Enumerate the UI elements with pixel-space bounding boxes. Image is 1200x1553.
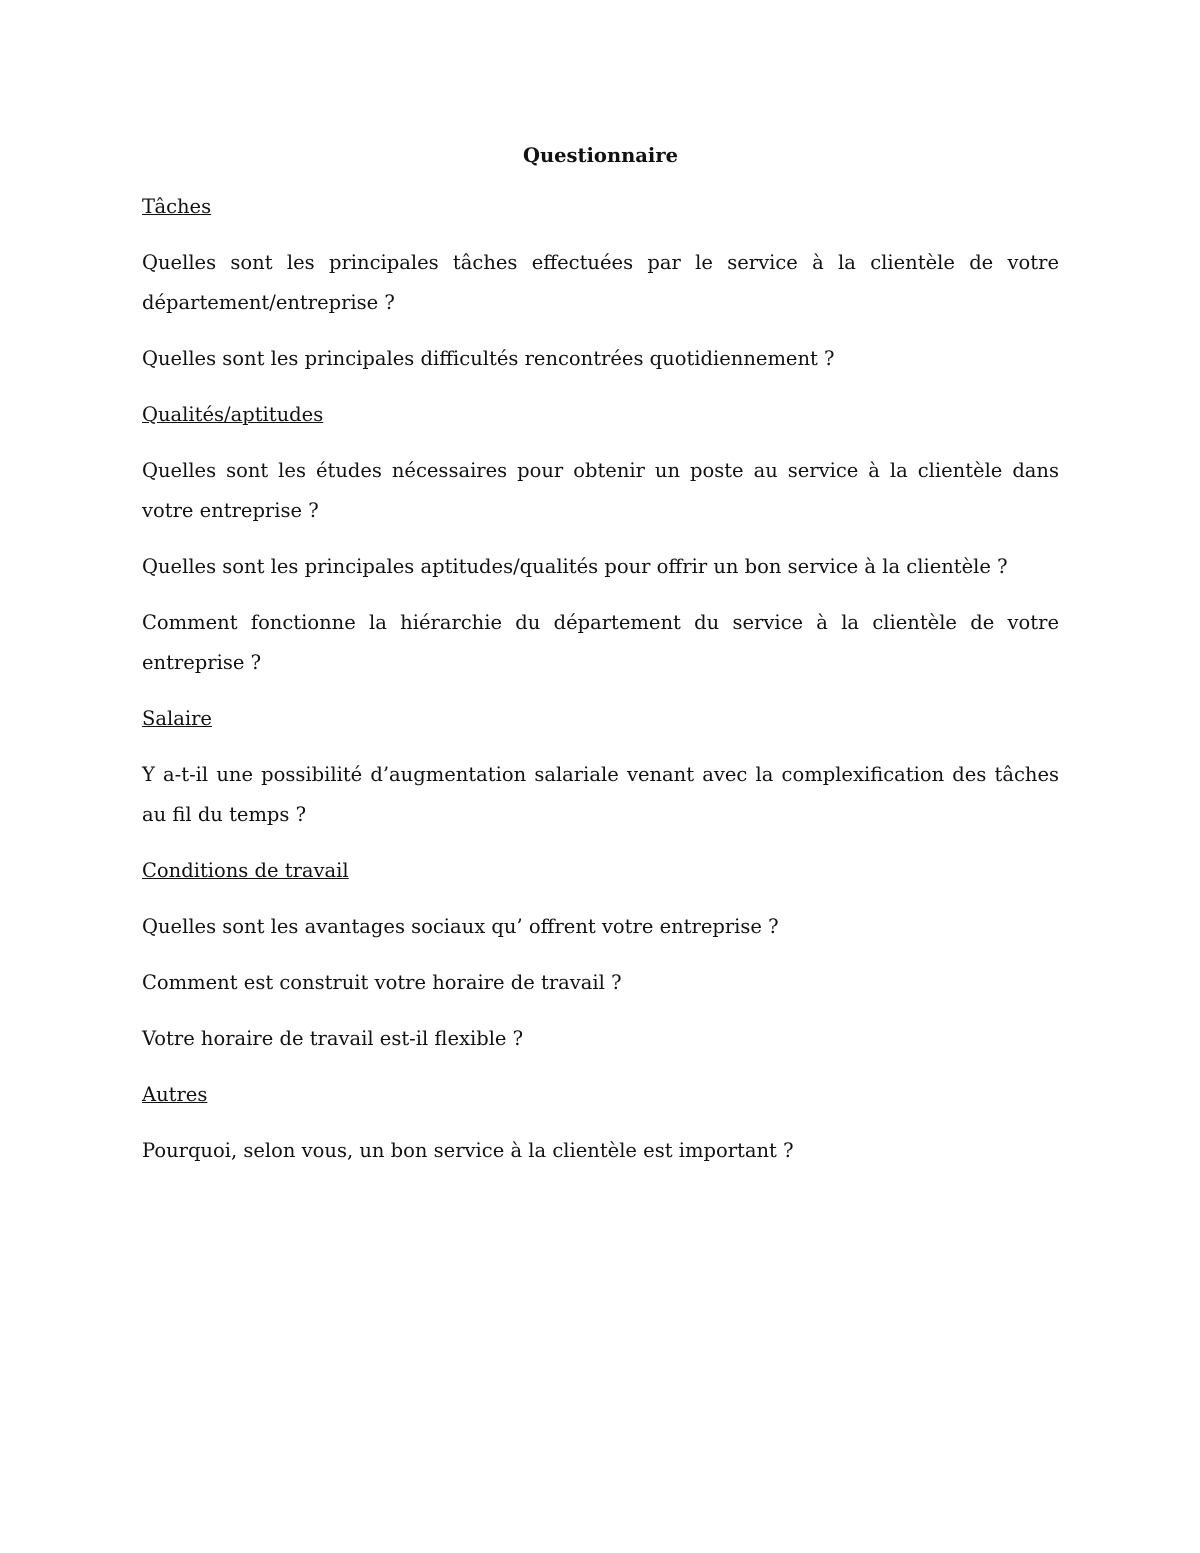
document-body <box>142 141 1059 1187</box>
question: Y a-t-il une possibilité d’augmentation salariale venant avec la complexification des tâches au fil du temps ? <box>142 763 1059 826</box>
question: Votre horaire de travail est-il flexible ? <box>142 1027 524 1050</box>
section-heading-qualites: Qualités/aptitudes <box>142 403 324 426</box>
question: Quelles sont les principales aptitudes/qualités pour offrir un bon service à la clientèle ? <box>142 555 1008 578</box>
document-title: Questionnaire <box>522 144 679 167</box>
section-heading-taches: Tâches <box>142 195 212 218</box>
section-heading-autres: Autres <box>142 1083 208 1106</box>
question: Quelles sont les principales difficultés rencontrées quotidiennement ? <box>142 347 835 370</box>
question: Quelles sont les études nécessaires pour obtenir un poste au service à la clientèle dans votre entreprise ? <box>142 459 1059 522</box>
question: Comment est construit votre horaire de travail ? <box>142 971 622 994</box>
question: Pourquoi, selon vous, un bon service à la clientèle est important ? <box>142 1139 794 1162</box>
section-heading-conditions: Conditions de travail <box>142 859 349 882</box>
question: Quelles sont les avantages sociaux qu’ offrent votre entreprise ? <box>142 915 779 938</box>
question: Comment fonctionne la hiérarchie du département du service à la clientèle de votre entreprise ? <box>142 611 1059 674</box>
question: Quelles sont les principales tâches effectuées par le service à la clientèle de votre département/entreprise ? <box>142 251 1059 314</box>
section-heading-salaire: Salaire <box>142 707 212 730</box>
